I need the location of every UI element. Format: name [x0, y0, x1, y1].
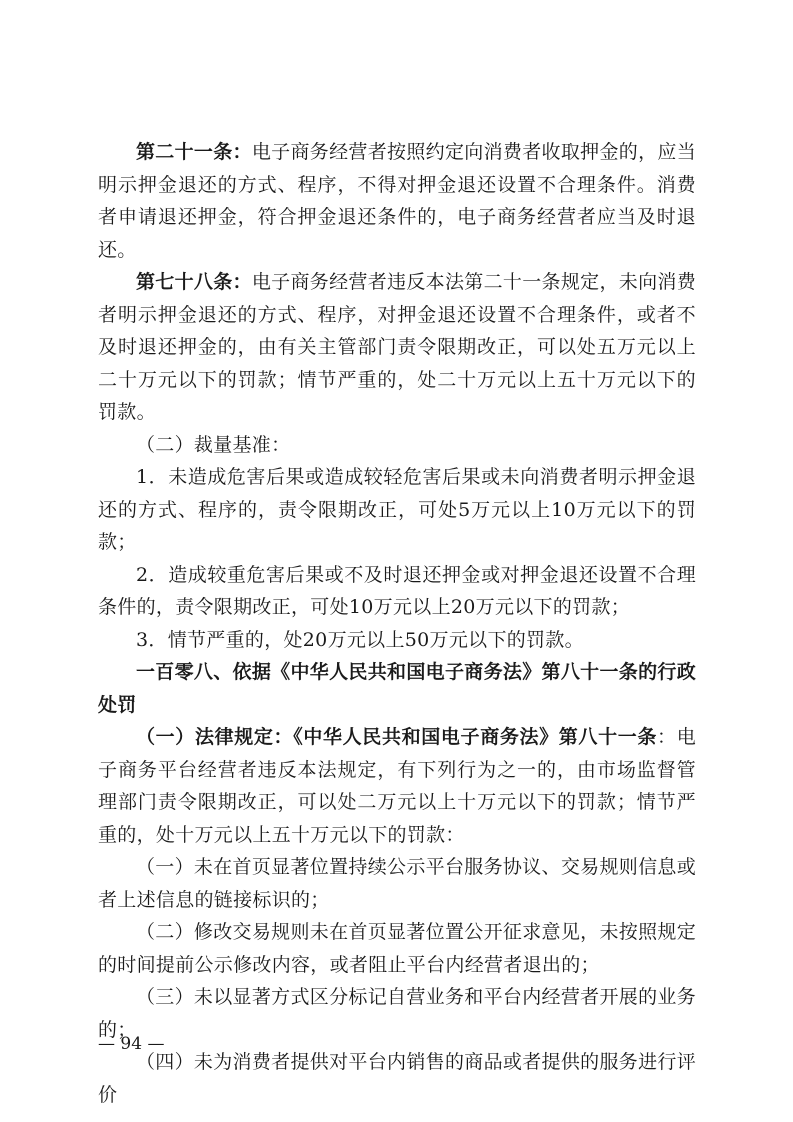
- section-title: 一百零八、依据《中华人民共和国电子商务法》第八十一条的行政处罚: [98, 661, 696, 716]
- article-21-paragraph: [98, 136, 696, 266]
- legal-provision-paragraph: [98, 721, 696, 851]
- provision-item-3: （三）未以显著方式区分标记自营业务和平台内经营者开展的业务的；: [98, 986, 696, 1041]
- article-78-paragraph: [98, 266, 696, 429]
- article-21-text: 电子商务经营者按照约定向消费者收取押金的，应当明示押金退还的方式、程序，不得对押金退还设置不合理条件。消费者申请退还押金，符合押金退还条件的，电子商务经营者应当及时退还。: [98, 141, 696, 261]
- provision-item-4: （四）未为消费者提供对平台内销售的商品或者提供的服务进行评价: [98, 1051, 696, 1106]
- provision-item-1: （一）未在首页显著位置持续公示平台服务协议、交易规则信息或者上述信息的链接标识的；: [98, 856, 696, 911]
- page-number: — 94 —: [98, 1034, 165, 1054]
- document-body: [98, 136, 696, 1111]
- provision-item-2: （二）修改交易规则未在首页显著位置公开征求意见，未按照规定的时间提前公示修改内容，或者阻止平台内经营者退出的；: [98, 921, 696, 976]
- article-78-lead: 第七十八条：: [136, 271, 252, 293]
- legal-provision-text: ：电子商务平台经营者违反本法规定，有下列行为之一的，由市场监督管理部门责令限期改正，可以处二万元以上十万元以下的罚款；情节严重的，处十万元以上五十万元以下的罚款：: [98, 726, 696, 846]
- criteria-heading: （二）裁量基准：: [136, 433, 291, 456]
- criteria-item-3: 3．情节严重的，处20万元以上50万元以下的罚款。: [136, 628, 584, 651]
- article-21-lead: 第二十一条：: [136, 141, 252, 163]
- criteria-item-1: 1．未造成危害后果或造成较轻危害后果或未向消费者明示押金退还的方式、程序的，责令限期改正，可处5万元以上10万元以下的罚款；: [98, 466, 696, 553]
- criteria-item-2: 2．造成较重危害后果或不及时退还押金或对押金退还设置不合理条件的，责令限期改正，可处10万元以上20万元以下的罚款；: [98, 563, 696, 618]
- legal-provision-lead: （一）法律规定：《中华人民共和国电子商务法》第八十一条: [136, 726, 658, 748]
- article-78-text: 电子商务经营者违反本法第二十一条规定，未向消费者明示押金退还的方式、程序，对押金退还设置不合理条件，或者不及时退还押金的，由有关主管部门责令限期改正，可以处五万元以上二十万元以下的罚款；情节严重的，处二十万元以上五十万元以下的罚款。: [98, 271, 696, 423]
